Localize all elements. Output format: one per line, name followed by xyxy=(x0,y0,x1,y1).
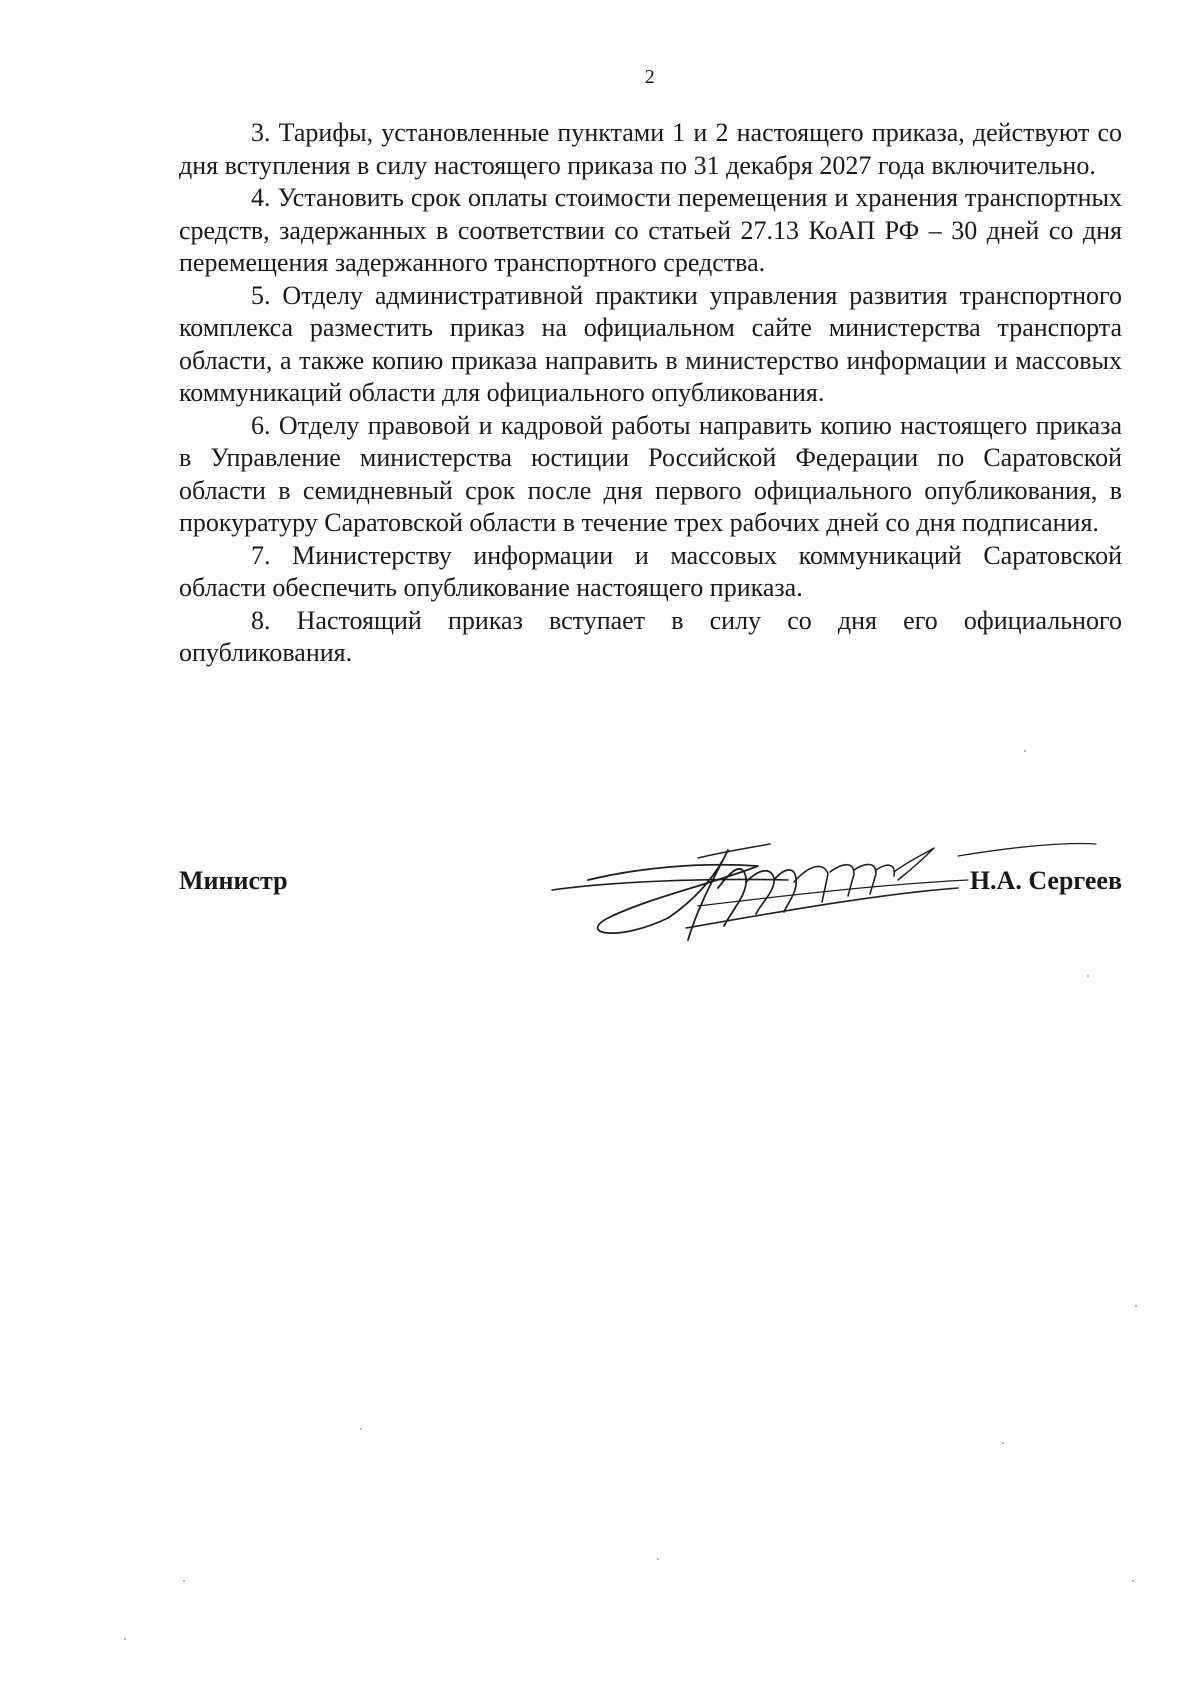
paragraph-5: 5. Отделу административной практики управления развития транспортного комплекса разместить приказ на официальном сайте министерства транспорта области, а также копию приказа направить в министерство информации и массовых коммуникаций области для официального опубликования. xyxy=(179,280,1122,407)
scan-speck xyxy=(124,1638,126,1640)
paragraph-8: 8. Настоящий приказ вступает в силу со дня его официального опубликования. xyxy=(179,605,1122,667)
paragraph-7: 7. Министерству информации и массовых коммуникаций Саратовской области обеспечить опубликование настоящего приказа. xyxy=(179,540,1122,602)
signatory-role: Министр xyxy=(179,866,288,895)
paragraph-4: 4. Установить срок оплаты стоимости перемещения и хранения транспортных средств, задержанных в соответствии со статьей 27.13 КоАП РФ – 30 дней со дня перемещения задержанного транспортного средства. xyxy=(179,183,1122,277)
scan-speck xyxy=(1135,1305,1137,1307)
scan-speck xyxy=(1024,750,1026,752)
scan-speck xyxy=(360,1428,362,1430)
page-number: 2 xyxy=(644,66,656,88)
scan-speck xyxy=(1087,975,1089,977)
scan-speck xyxy=(1002,1442,1004,1444)
paragraph-6: 6. Отделу правовой и кадровой работы направить копию настоящего приказа в Управление министерства юстиции Российской Федерации по Саратовской области в семидневный срок после дня первого официального опубликования, в прокуратуру Саратовской области в течение трех рабочих дней со дня подписания. xyxy=(179,410,1122,537)
scan-speck xyxy=(657,1558,659,1560)
signature-block xyxy=(179,866,1122,906)
scan-speck xyxy=(183,1580,185,1582)
order-body xyxy=(179,117,1122,670)
scan-speck xyxy=(1132,1580,1134,1582)
paragraph-3: 3. Тарифы, установленные пунктами 1 и 2 настоящего приказа, действуют со дня вступления в силу настоящего приказа по 31 декабря 2027 года включительно. xyxy=(179,118,1122,180)
signatory-name: Н.А. Сергеев xyxy=(969,866,1122,895)
